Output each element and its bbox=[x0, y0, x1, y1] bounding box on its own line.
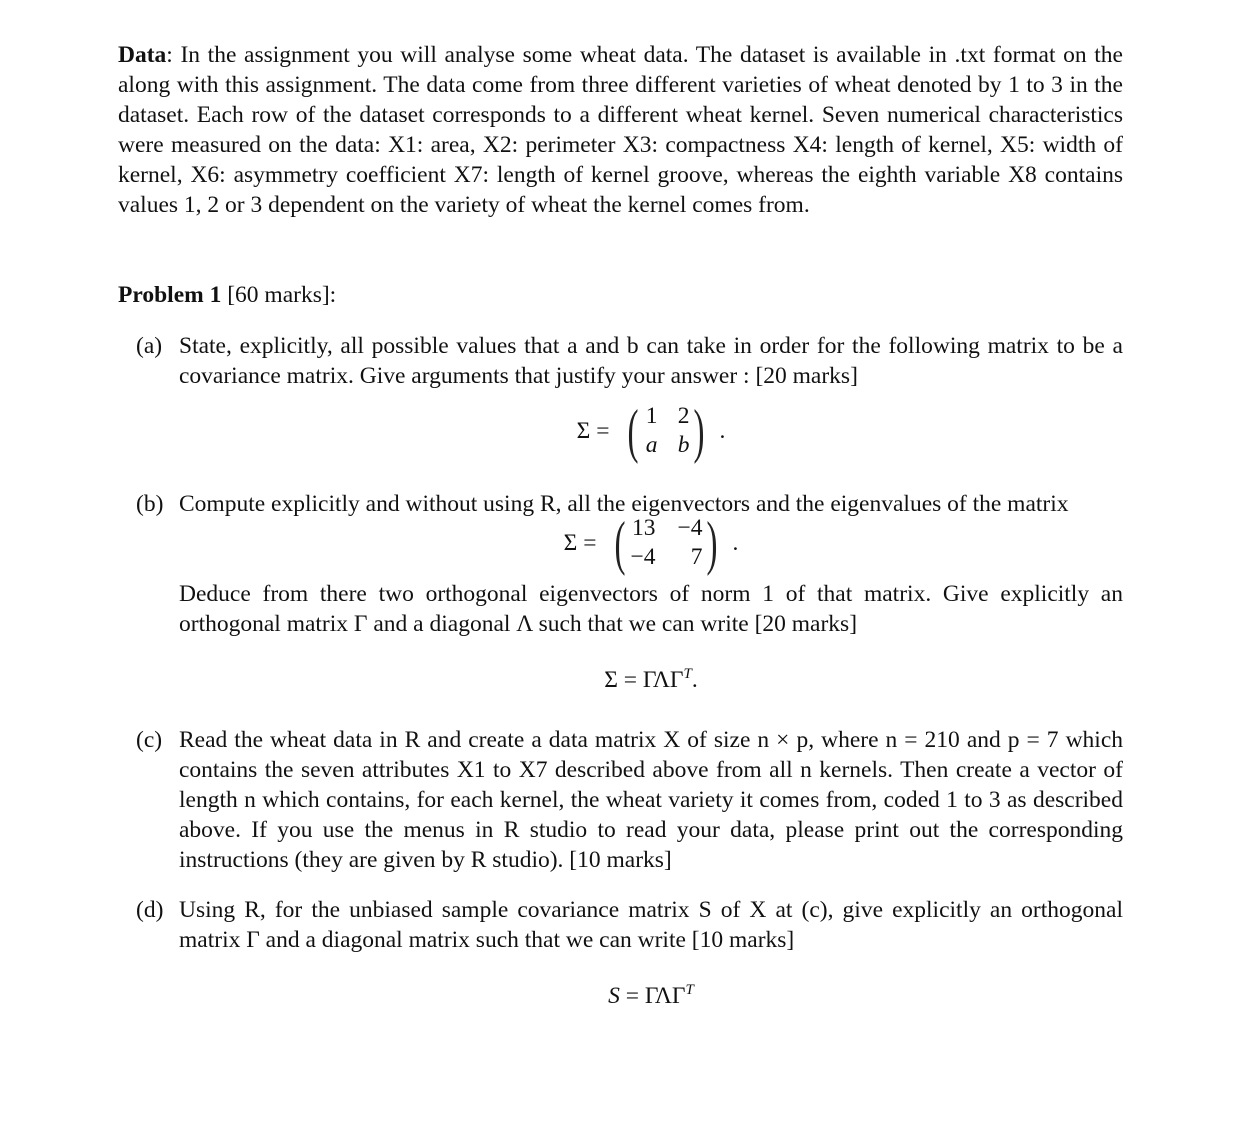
left-paren-icon: ( bbox=[614, 510, 626, 576]
left-paren-icon: ( bbox=[627, 398, 639, 464]
decomposition-eq: Σ = ΓΛΓ bbox=[604, 666, 684, 693]
part-b-label: (b) bbox=[136, 491, 164, 517]
period: . bbox=[719, 418, 726, 444]
period: . bbox=[691, 666, 698, 693]
matrix-cell: a bbox=[645, 432, 658, 458]
right-paren-icon: ) bbox=[693, 398, 705, 464]
data-label: Data bbox=[118, 42, 167, 68]
matrix-cell: −4 bbox=[677, 515, 703, 541]
part-d-decomposition bbox=[179, 975, 1123, 1011]
matrix-cell: 7 bbox=[690, 544, 703, 570]
part-d-label: (d) bbox=[136, 896, 164, 923]
matrix-a bbox=[623, 398, 709, 464]
matrix-cell: b bbox=[677, 432, 690, 458]
part-c-text: Read the wheat data in R and create a data matrix X of size n × p, where n = 210 and p = 7 which contains the seven attributes X1 to X7 described above from all n kernels. Then create a vector of length n which contains, for each kernel, the wheat variety it comes from, coded 1 to 3 as described above. If you use the menus in R studio to read your data, please print out the corresponding instructions (they are given by R studio). [10 marks] bbox=[179, 726, 1123, 873]
part-a-text: State, explicitly, all possible values that a and b can take in order for the following matrix to be a covariance matrix. Give arguments that justify your answer : [20 marks] bbox=[179, 333, 1123, 389]
part-c bbox=[118, 725, 1123, 875]
right-paren-icon: ) bbox=[706, 510, 718, 576]
problem-heading bbox=[118, 280, 1123, 310]
matrix-b bbox=[610, 510, 722, 576]
part-b bbox=[118, 489, 1123, 695]
transpose-sup: T bbox=[683, 666, 692, 682]
part-a bbox=[118, 331, 1123, 464]
problem-title: Problem 1 bbox=[118, 282, 222, 308]
decomposition-eq: = ΓΛΓ bbox=[619, 982, 686, 1009]
part-b-text2: Deduce from there two orthogonal eigenvectors of norm 1 of that matrix. Give explicitly an orthogonal matrix Γ and a diagonal Λ such that we can write [20 marks] bbox=[179, 581, 1123, 637]
data-text: : In the assignment you will analyse some wheat data. The dataset is available in .txt format on the along with this assignment. The data come from three different varieties of wheat denoted by 1 to 3 in the dataset. Each row of the dataset corresponds to a different wheat kernel. Seven numerical characteristics were measured on the data: X1: area, X2: perimeter X3: compactness X4: length of kernel, X5: width of kernel, X6: asymmetry coefficient X7: length of kernel groove, whereas the eighth variable X8 contains values 1, 2 or 3 dependent on the variety of wheat the kernel comes from. bbox=[118, 42, 1123, 218]
period: . bbox=[732, 530, 739, 556]
matrix-cell: 13 bbox=[631, 515, 656, 541]
part-a-label: (a) bbox=[136, 333, 163, 359]
part-a-matrix-equation bbox=[179, 398, 1123, 464]
s-lhs: S bbox=[608, 982, 620, 1009]
matrix-cell: −4 bbox=[630, 544, 656, 570]
sigma-lhs: Σ = bbox=[563, 530, 597, 556]
part-d bbox=[118, 895, 1123, 1011]
part-d-text: Using R, for the unbiased sample covariance matrix S of X at (c), give explicitly an orthogonal matrix Γ and a diagonal matrix such that we can write [10 marks] bbox=[179, 896, 1123, 953]
data-paragraph bbox=[118, 40, 1123, 220]
matrix-cell: 2 bbox=[677, 403, 690, 429]
part-b-matrix-equation bbox=[179, 510, 1123, 576]
part-c-label: (c) bbox=[136, 726, 163, 753]
document-page bbox=[118, 40, 1123, 1023]
transpose-sup: T bbox=[685, 981, 694, 998]
problem-marks: [60 marks]: bbox=[221, 282, 337, 308]
part-b-decomposition bbox=[179, 659, 1123, 695]
matrix-cell: 1 bbox=[645, 403, 658, 429]
part-b-text: Compute explicitly and without using R, all the eigenvectors and the eigenvalues of the matrix bbox=[179, 491, 1069, 517]
sigma-lhs: Σ = bbox=[576, 418, 610, 444]
